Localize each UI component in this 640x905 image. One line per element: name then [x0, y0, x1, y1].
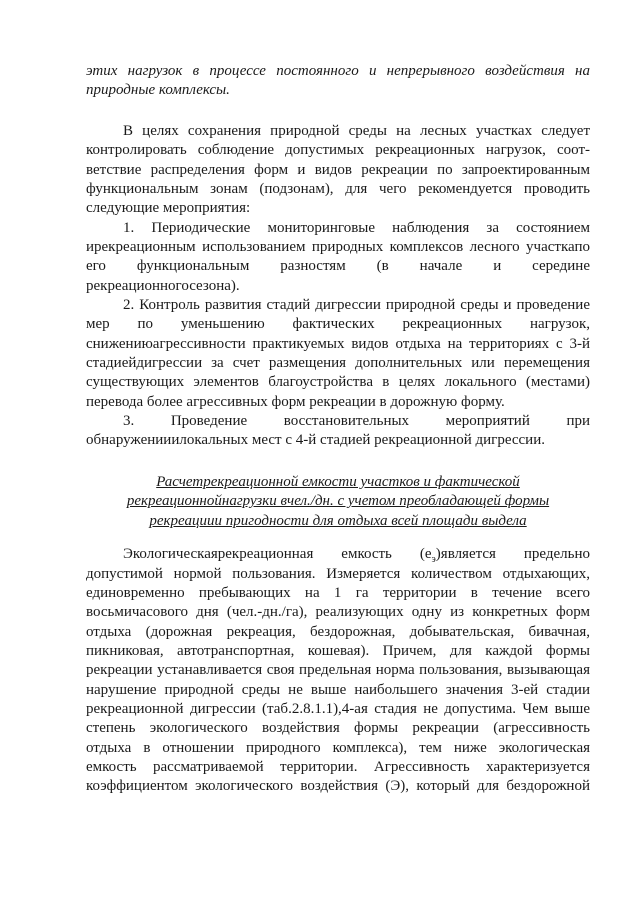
item2-line-4: стадиейдигрессии за счет размещения дополнительных или перемещения	[86, 355, 590, 371]
para2-line-3: единовременно пребывающих на 1 га территории в течение всего	[86, 585, 590, 601]
item3-line-1: 3. Проведение восстановительных мероприятий при	[123, 413, 590, 429]
para2-line-1	[123, 545, 590, 564]
item1-line-2: ирекреационным использованием природных комплексов лесного участкапо	[86, 239, 590, 255]
para2-line-11: отдыха в отношении природного комплекса), тем ниже экологическая	[86, 740, 590, 756]
item1-line-4: рекреационногосезона).	[86, 278, 240, 294]
capacity-subscript: э	[431, 554, 436, 565]
item2-line-5: существующих элементов благоустройства в целях локального (местами)	[86, 374, 590, 390]
para2-line-5: отдыха (дорожная рекреация, бездорожная, добывательская, бивачная,	[86, 624, 590, 640]
para1-line-4: функциональным зонам (подзонам), для чего рекомендуется проводить	[86, 181, 590, 197]
para2-line-4: восьмичасового дня (чел.-дн./га), реализующих одну из конкретных форм	[86, 604, 590, 620]
para1-line-5: следующие мероприятия:	[86, 200, 251, 216]
para1-line-3: ветствие распределения форм и видов рекреации по запроектированным	[86, 162, 590, 178]
para2-line-10: степень экологического воздействия формы рекреации (агрессивность	[86, 720, 590, 736]
para2-line-6: пикниковая, автотранспортная, кошевая). Причем, для каждой формы	[86, 643, 590, 659]
para2-line-1-start: Экологическаярекреационная емкость (е	[123, 546, 432, 562]
para1-line-2: контролировать соблюдение допустимых рекреационных нагрузок, соот-	[86, 142, 590, 158]
intro-line-1: этих нагрузок в процессе постоянного и непрерывного воздействия на	[86, 63, 590, 79]
item1-line-3: его функциональным разностям (в начале и середине	[86, 258, 590, 274]
item1-line-1: 1. Периодические мониторинговые наблюдения за состоянием	[123, 220, 590, 236]
para2-line-7: рекреации устанавливается своя предельная норма пользования, вызывающая	[86, 662, 590, 678]
item2-line-3: снижениюагрессивности практикуемых видов отдыха на территориях с 3-й	[86, 336, 590, 352]
item3-line-2: обнаруженииилокальных мест с 4-й стадией рекреационной дигрессии.	[86, 432, 545, 448]
para2-line-13: коэффициентом экологического воздействия (Э), который для бездорожной	[86, 778, 590, 794]
item2-line-2: мер по уменьшению фактических рекреационных нагрузок,	[86, 316, 590, 332]
para2-line-1-end: )является предельно	[435, 546, 590, 562]
section-heading-line-2: рекреационнойнагрузки вчел./дн. с учетом преобладающей формы	[126, 493, 550, 509]
section-heading-line-3: рекреациии пригодности для отдыха всей площади выдела	[149, 513, 527, 529]
para2-line-2: допустимой нормой пользования. Измеряется количеством отдыхающих,	[86, 566, 590, 582]
para2-line-8: нарушение природной среды не выше наибольшего значения 3-ей стадии	[86, 682, 590, 698]
section-heading-line-1: Расчетрекреационной емкости участков и фактической	[156, 474, 520, 490]
para2-line-12: емкость рассматриваемой территории. Агрессивность характеризуется	[86, 759, 590, 775]
item2-line-1: 2. Контроль развития стадий дигрессии природной среды и проведение	[123, 297, 590, 313]
para1-line-1: В целях сохранения природной среды на лесных участках следует	[123, 123, 590, 139]
intro-line-2: природные комплексы.	[86, 82, 230, 98]
item2-line-6: перевода более агрессивных форм рекреации в дорожную форму.	[86, 394, 505, 410]
para2-line-9: рекреационной дигрессии (таб.2.8.1.1),4-ая стадия не допустима. Чем выше	[86, 701, 590, 717]
